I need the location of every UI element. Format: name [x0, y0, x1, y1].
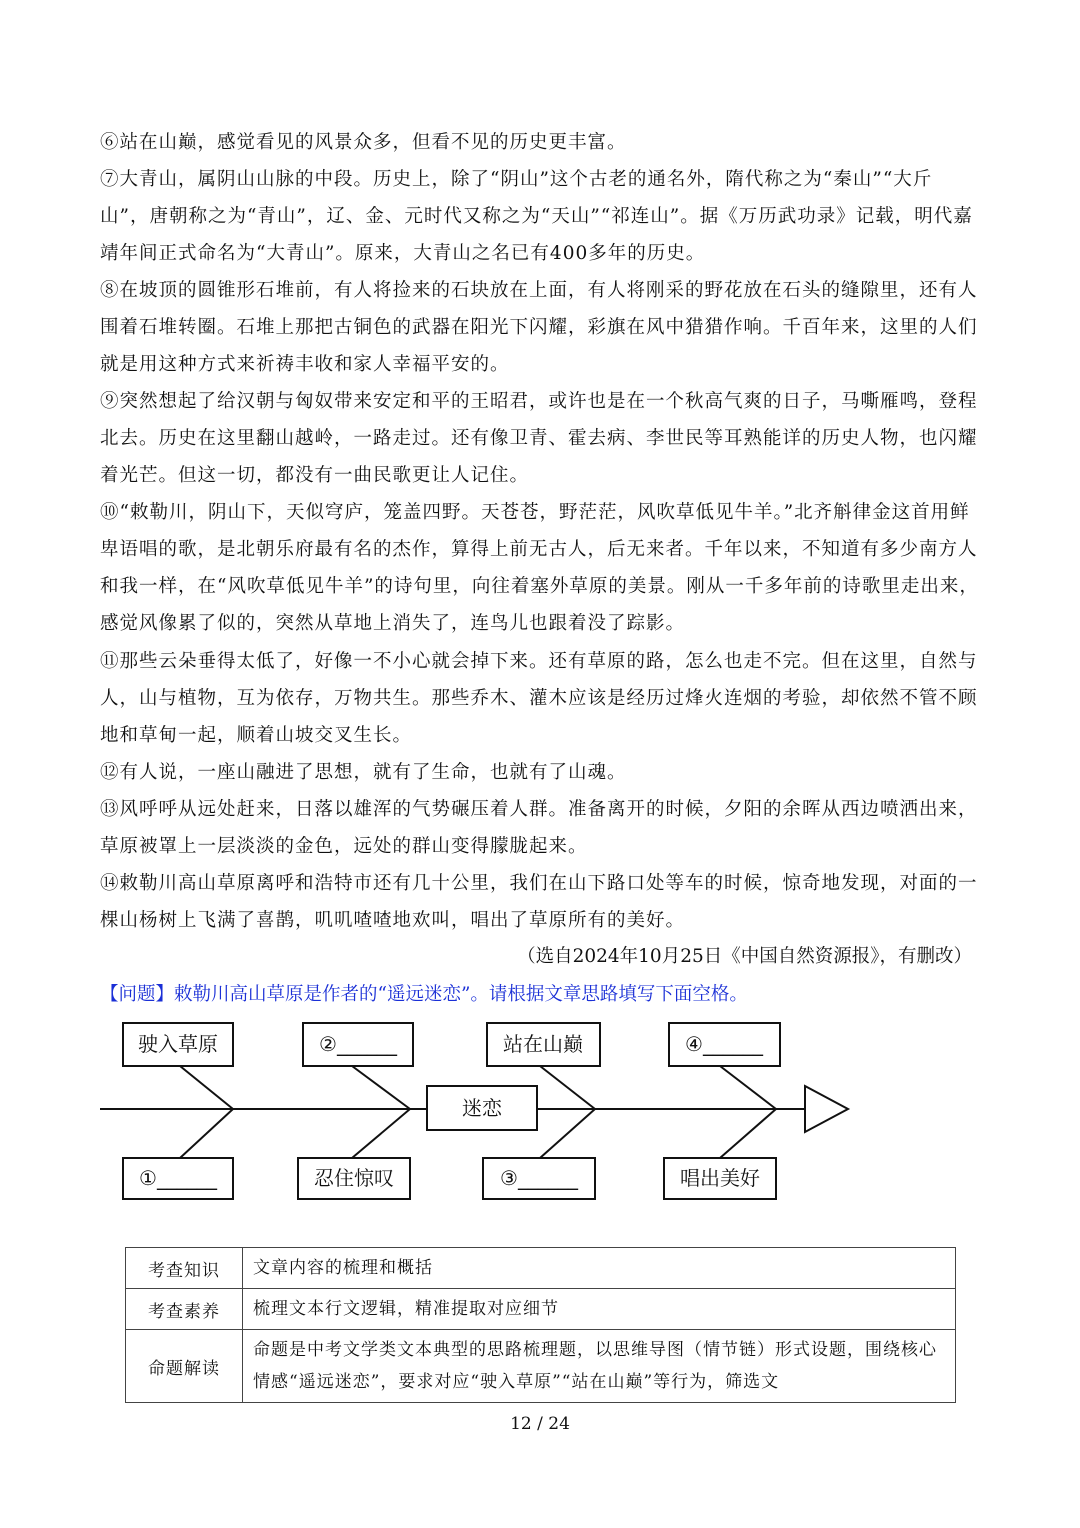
page-number: 12 / 24	[510, 1414, 570, 1434]
table-value: 文章内容的梳理和概括	[243, 1248, 956, 1289]
paragraph-14: ⑭敕勒川高山草原离呼和浩特市还有几十公里，我们在山下路口处等车的时候，惊奇地发现，对面的一棵山杨树上飞满了喜鹊，叽叽喳喳地欢叫，唱出了草原所有的美好。	[100, 873, 978, 931]
top-box-3-label: 站在山巅	[503, 1032, 583, 1056]
arrow-head	[805, 1086, 848, 1132]
paragraph-6: ⑥站在山巅，感觉看见的风景众多，但看不见的历史更丰富。	[100, 132, 627, 153]
question-tag: 【问题】	[100, 984, 175, 1005]
source-citation: （选自2024年10月25日《中国自然资源报》，有删改）	[517, 946, 972, 967]
table-row	[126, 1248, 956, 1289]
table-value: 梳理文本行文逻辑，精准提取对应细节	[243, 1289, 956, 1330]
paragraph-7: ⑦大青山，属阴山山脉的中段。历史上，除了“阴山”这个古老的通名外，隋代称之为“秦山”“大斤山”，唐朝称之为“青山”，辽、金、元时代又称之为“天山”“祁连山”。据《万历武功录》记载，明代嘉靖年间正式命名为“大青山”。原来，大青山之名已有400多年的历史。	[100, 169, 973, 264]
paragraph-9: ⑨突然想起了给汉朝与匈奴带来安定和平的王昭君，或许也是在一个秋高气爽的日子，马嘶雁鸣，登程北去。历史在这里翻山越岭，一路走过。还有像卫青、霍去病、李世民等耳熟能详的历史人物，也闪耀着光芒。但这一切，都没有一曲民歌更让人记住。	[100, 391, 978, 486]
top-box-2-label: ②______	[319, 1032, 397, 1056]
top-box-1-label: 驶入草原	[138, 1032, 218, 1056]
table-row	[126, 1330, 956, 1403]
paragraph-12: ⑫有人说，一座山融进了思想，就有了生命，也就有了山魂。	[100, 762, 627, 783]
center-box-label: 迷恋	[462, 1096, 502, 1120]
bottom-box-2-label: 忍住惊叹	[314, 1166, 394, 1190]
table-row	[126, 1289, 956, 1330]
fishbone-diagram	[100, 1018, 860, 1208]
table-key: 命题解读	[126, 1330, 243, 1403]
table-key: 考查知识	[126, 1248, 243, 1289]
top-box-4-label: ④______	[685, 1032, 763, 1056]
paragraph-11: ⑪那些云朵垂得太低了，好像一不小心就会掉下来。还有草原的路，怎么也走不完。但在这里，自然与人，山与植物，互为依存，万物共生。那些乔木、灌木应该是经历过烽火连烟的考验，却依然不管不顾地和草甸一起，顺着山坡交叉生长。	[100, 651, 978, 746]
bottom-box-3-label: ③______	[500, 1166, 578, 1190]
paragraph-8: ⑧在坡顶的圆锥形石堆前，有人将捡来的石块放在上面，有人将刚采的野花放在石头的缝隙里，还有人围着石堆转圈。石堆上那把古铜色的武器在阳光下闪耀，彩旗在风中猎猎作响。千百年来，这里的人们就是用这种方式来祈祷丰收和家人幸福平安的。	[100, 280, 978, 375]
paragraph-13: ⑬风呼呼从远处赶来，日落以雄浑的气势碾压着人群。准备离开的时候，夕阳的余晖从西边喷洒出来，草原被罩上一层淡淡的金色，远处的群山变得朦胧起来。	[100, 799, 978, 857]
question-prompt	[100, 980, 748, 1006]
analysis-table	[125, 1247, 956, 1403]
paragraph-10: ⑩“敕勒川，阴山下，天似穹庐，笼盖四野。天苍苍，野茫茫，风吹草低见牛羊。”北齐斛律金这首用鲜卑语唱的歌，是北朝乐府最有名的杰作，算得上前无古人，后无来者。千年以来，不知道有多少南方人和我一样，在“风吹草低见牛羊”的诗句里，向往着塞外草原的美景。刚从一千多年前的诗歌里走出来，感觉风像累了似的，突然从草地上消失了，连鸟儿也跟着没了踪影。	[100, 502, 979, 634]
bottom-box-1-label: ①______	[139, 1166, 217, 1190]
question-text: 敕勒川高山草原是作者的“遥远迷恋”。请根据文章思路填写下面空格。	[174, 984, 748, 1005]
table-value: 命题是中考文学类文本典型的思路梳理题，以思维导图（情节链）形式设题，围绕核心情感“遥远迷恋”，要求对应“驶入草原”“站在山巅”等行为，筛选文	[243, 1330, 956, 1403]
table-key: 考查素养	[126, 1289, 243, 1330]
bottom-box-4-label: 唱出美好	[680, 1166, 760, 1190]
